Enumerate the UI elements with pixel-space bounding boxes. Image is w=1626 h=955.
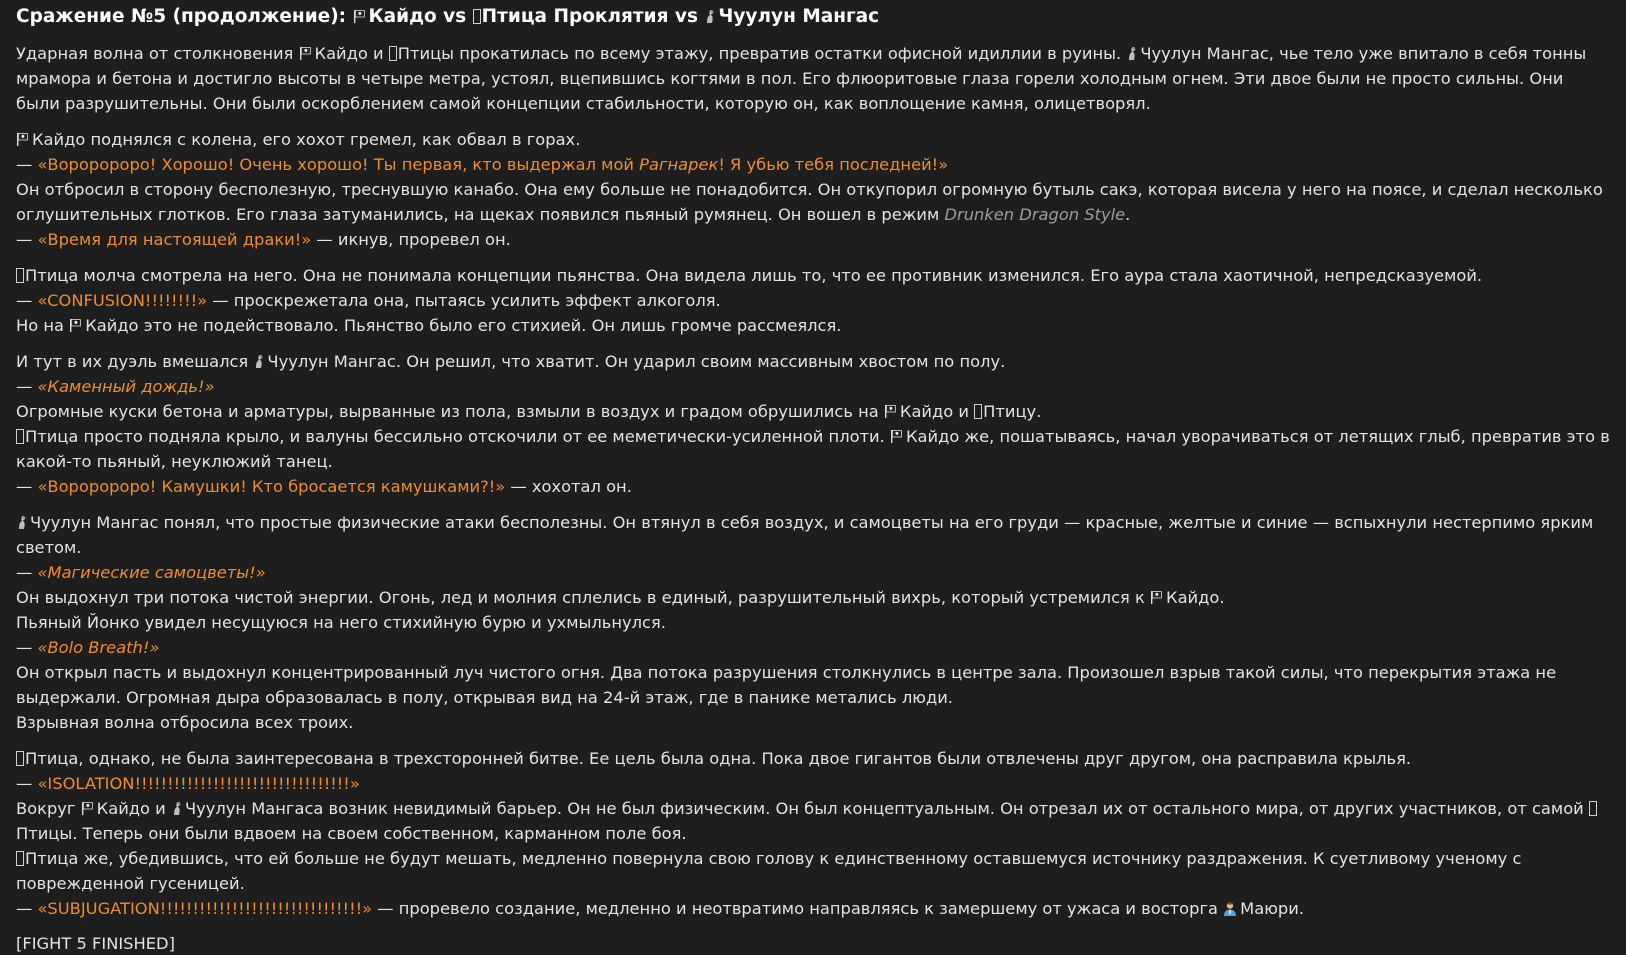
paragraph-1	[16, 41, 1610, 116]
line	[16, 424, 1610, 474]
dialogue-line	[16, 771, 1610, 796]
quote: «Вороророро! Камушки! Кто бросается камушками?!»	[37, 477, 506, 496]
quote: «CONFUSION!!!!!!!!»	[37, 291, 208, 310]
line	[16, 846, 1610, 896]
pirate-flag-icon	[16, 133, 28, 146]
missing-glyph-box-icon	[16, 268, 24, 283]
text: Маюри.	[1240, 899, 1304, 918]
text: Кайдо и	[96, 799, 171, 818]
text: Кайдо же, пошатываясь, начал уворачиваться от летящих глыб, превратив это в какой-то пьяный, неуклюжий танец.	[16, 427, 1610, 471]
text: И тут в их дуэль вмешался	[16, 352, 254, 371]
pirate-flag-icon	[69, 319, 81, 332]
line	[16, 585, 1610, 610]
pirate-flag-icon	[890, 430, 902, 443]
text: Птица молча смотрела на него. Она не понимала концепции пьянства. Она видела лишь то, что ее противник изменился. Его аура стала хаотичной, непредсказуемой.	[25, 266, 1483, 285]
missing-glyph-box-icon	[473, 9, 481, 24]
dash: —	[16, 638, 38, 657]
text: Птица, однако, не была заинтересована в трехсторонней битве. Ее цель была одна. Пока двое гигантов были отвлечены друг другом, она расправила крылья.	[25, 749, 1412, 768]
pirate-flag-icon	[353, 10, 365, 23]
text: Он отбросил в сторону бесполезную, треснувшую канабо. Она ему больше не понадобится. Он откупорил огромную бутыль сакэ, которая висела у него на поясе, и сделал несколько оглушительных глотков. Его глаза затуманились, на щеках появился пьяный румянец. Он вошел в режим	[16, 180, 1603, 224]
line	[16, 263, 1610, 288]
text: Но на	[16, 316, 70, 335]
pirate-flag-icon	[81, 802, 93, 815]
text: Кайдо поднялся с колена, его хохот гремел, как обвал в горах.	[32, 130, 581, 149]
page-title	[16, 0, 1610, 30]
dialogue-line	[16, 635, 1610, 660]
text: Взрывная волна отбросила всех троих.	[16, 713, 354, 732]
quote: «Время для настоящей драки!»	[37, 230, 312, 249]
dragon-icon	[171, 801, 182, 816]
title-vs: vs	[436, 6, 473, 27]
paragraph-3	[16, 263, 1610, 338]
pirate-flag-icon	[299, 47, 311, 60]
pirate-flag-icon	[884, 405, 896, 418]
text: Кайдо и	[314, 44, 389, 63]
dash: —	[16, 899, 38, 918]
text: Птица же, убедившись, что ей больше не будут мешать, медленно повернула свою голову к единственному оставшемуся источнику раздражения. К суетливому ученому с поврежденной гусеницей.	[16, 849, 1522, 893]
text: Кайдо.	[1166, 588, 1225, 607]
dash: —	[16, 230, 38, 249]
title-mangas: Чуулун Мангас	[718, 6, 880, 27]
scientist-icon	[1223, 901, 1237, 916]
missing-glyph-box-icon	[16, 751, 24, 766]
pirate-flag-icon	[1150, 591, 1162, 604]
text: .	[1125, 205, 1131, 224]
line	[16, 510, 1610, 560]
text: Чуулун Мангас. Он решил, что хватит. Он ударил своим массивным хвостом по полу.	[267, 352, 1006, 371]
dragon-icon	[253, 354, 264, 369]
text: Ударная волна от столкновения	[16, 44, 299, 63]
paragraph-2	[16, 127, 1610, 252]
quote: «Магические самоцветы!»	[37, 563, 266, 582]
line	[16, 746, 1610, 771]
dash: —	[16, 477, 38, 496]
text: Птицы прокатилась по всему этажу, превратив остатки офисной идиллии в руины.	[397, 44, 1127, 63]
paragraph-6	[16, 746, 1610, 921]
line	[16, 349, 1610, 374]
text: Вокруг	[16, 799, 81, 818]
title-kaido: Кайдо	[368, 6, 437, 27]
missing-glyph-box-icon	[974, 404, 982, 419]
dash: —	[16, 291, 38, 310]
dialogue-line	[16, 474, 1610, 499]
text: Птицы. Теперь они были вдвоем на своем собственном, карманном поле боя.	[16, 824, 687, 843]
line	[16, 660, 1610, 710]
dragon-icon	[1126, 46, 1137, 61]
quote: «Вороророро! Хорошо! Очень хорошо! Ты первая, кто выдержал мой	[37, 155, 640, 174]
title-prefix: Сражение №5 (продолжение):	[16, 6, 353, 27]
style-name: Drunken Dragon Style	[944, 205, 1126, 224]
missing-glyph-box-icon	[16, 851, 24, 866]
dash: —	[16, 774, 38, 793]
dialogue-line	[16, 896, 1610, 921]
fight-status: [FIGHT 5 FINISHED]	[16, 934, 175, 953]
text: — икнув, проревел он.	[311, 230, 511, 249]
text: — хохотал он.	[505, 477, 632, 496]
dragon-icon	[704, 9, 715, 24]
dialogue-line	[16, 560, 1610, 585]
text: Чуулун Мангас, чье тело уже впитало в себя тонны мрамора и бетона и достигло высоты в четыре метра, устоял, вцепившись когтями в пол. Его флюоритовые глаза горели холодным огнем. Эти двое были не просто сильны. Они были разрушительны. Они были оскорблением самой концепции стабильности, которую он, как воплощение камня, олицетворял.	[16, 44, 1587, 113]
quote: ! Я убью тебя последней!»	[718, 155, 949, 174]
text: Чуулун Мангаса возник невидимый барьер. Он не был физическим. Он был концептуальным. Он отрезал их от остального мира, от других участников, от самой	[184, 799, 1589, 818]
dialogue-line	[16, 227, 1610, 252]
title-bird: Птица Проклятия	[481, 6, 669, 27]
line	[16, 127, 1610, 152]
line	[16, 313, 1610, 338]
dash: —	[16, 155, 38, 174]
quote: «Bolo Breath!»	[37, 638, 160, 657]
line	[16, 710, 1610, 735]
dialogue-line	[16, 288, 1610, 313]
missing-glyph-box-icon	[16, 429, 24, 444]
line	[16, 177, 1610, 227]
text: Птицу.	[983, 402, 1042, 421]
text: Огромные куски бетона и арматуры, вырванные из пола, взмыли в воздух и градом обрушились на	[16, 402, 884, 421]
text: Он открыл пасть и выдохнул концентрированный луч чистого огня. Два потока разрушения столкнулись в центре зала. Произошел взрыв такой силы, что перекрытия этажа не выдержали. Огромная дыра образовалась в полу, открывая вид на 24-й этаж, где в панике метались люди.	[16, 663, 1557, 707]
quote: «SUBJUGATION!!!!!!!!!!!!!!!!!!!!!!!!!!!!!!!»	[37, 899, 373, 918]
text: Кайдо это не подействовало. Пьянство было его стихией. Он лишь громче рассмеялся.	[85, 316, 842, 335]
quote: «Каменный дождь!»	[37, 377, 215, 396]
dialogue-line	[16, 374, 1610, 399]
text: Он выдохнул три потока чистой энергии. Огонь, лед и молния сплелись в единый, разрушительный вихрь, который устремился к	[16, 588, 1151, 607]
text: Кайдо и	[899, 402, 975, 421]
text: Птица просто подняла крыло, и валуны бессильно отскочили от ее меметически-усиленной плоти.	[25, 427, 890, 446]
missing-glyph-box-icon	[389, 46, 397, 61]
quote: «ISOLATION!!!!!!!!!!!!!!!!!!!!!!!!!!!!!!!!!»	[37, 774, 360, 793]
text: Чуулун Мангас понял, что простые физические атаки бесполезны. Он втянул в себя воздух, и самоцветы на его груди — красные, желтые и синие — вспыхнули нестерпимо ярким светом.	[16, 513, 1594, 557]
line	[16, 610, 1610, 635]
title-vs: vs	[668, 6, 705, 27]
dragon-icon	[16, 515, 27, 530]
missing-glyph-box-icon	[1589, 801, 1597, 816]
quote-emphasis: Рагнарек	[639, 155, 719, 174]
dialogue-line	[16, 152, 1610, 177]
dash: —	[16, 563, 38, 582]
paragraph-5	[16, 510, 1610, 735]
paragraph-4	[16, 349, 1610, 499]
text: — проскрежетала она, пытаясь усилить эффект алкоголя.	[207, 291, 721, 310]
dash: —	[16, 377, 38, 396]
text: Пьяный Йонко увидел несущуюся на него стихийную бурю и ухмыльнулся.	[16, 613, 666, 632]
text: — проревело создание, медленно и неотвратимо направляясь к замершему от ужаса и восторга	[372, 899, 1224, 918]
line	[16, 399, 1610, 424]
line	[16, 796, 1610, 846]
